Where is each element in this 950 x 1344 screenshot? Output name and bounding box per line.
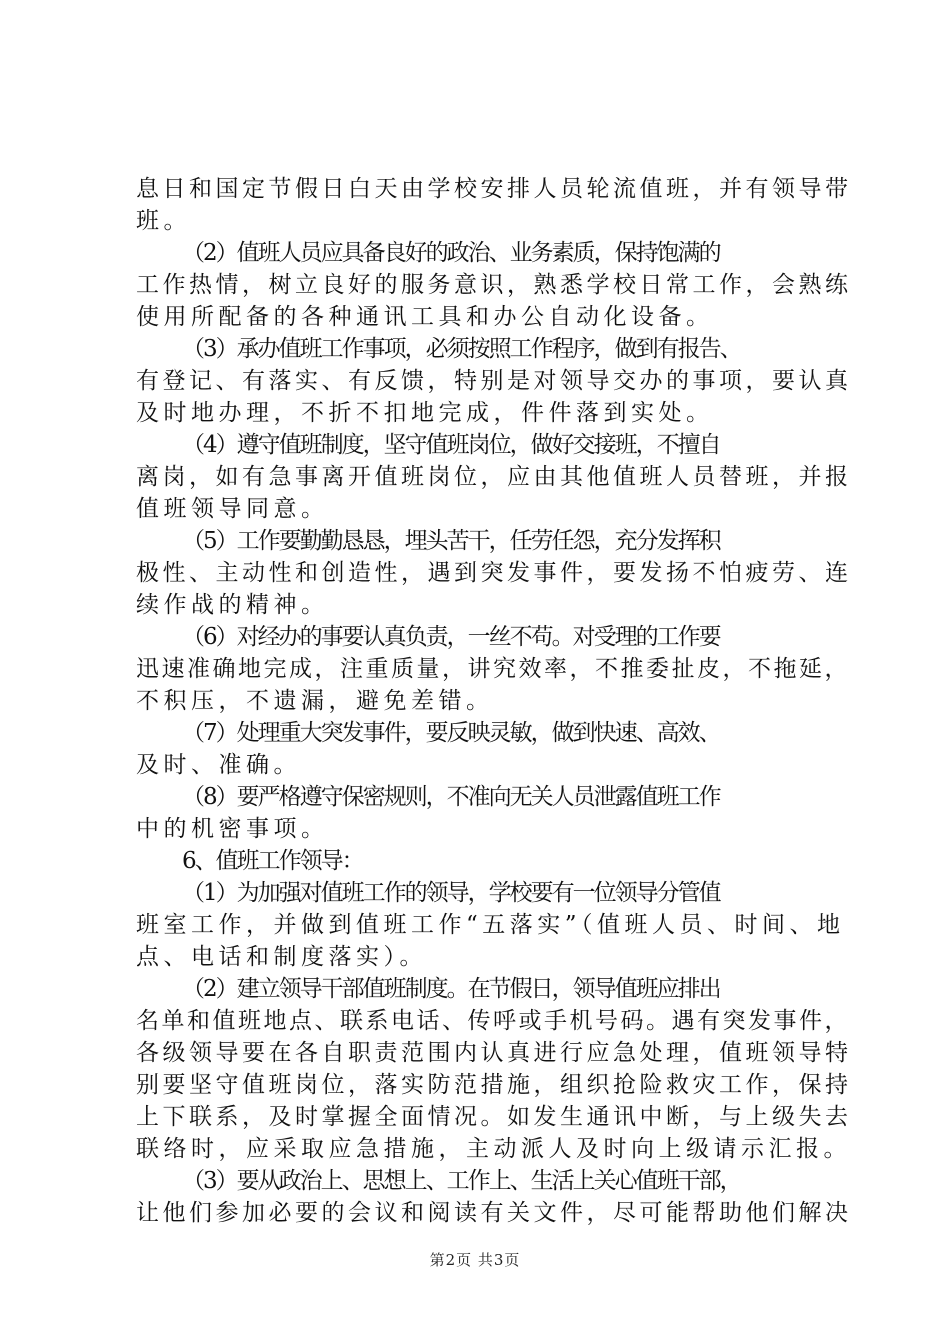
- page-number-footer: 第2页 共3页: [429, 1251, 521, 1269]
- text-line: 息日和国定节假日白天由学校安排人员轮流值班，并有领导带: [136, 176, 852, 202]
- text-line: 迅速准确地完成，注重质量，讲究效率，不推委扯皮，不拖延，: [136, 656, 850, 682]
- text-line: 及时地办理，不折不扣地完成，件件落到实处。: [136, 400, 714, 426]
- text-line: 中的机密事项。: [136, 816, 329, 842]
- paragraph-first-line: （3）承办值班工作事项，必须按照工作程序，做到有报告、: [182, 336, 741, 362]
- text-line: 点、电话和制度落实）。: [136, 944, 427, 970]
- text-line: 离岗，如有急事离开值班岗位，应由其他值班人员替班，并报: [136, 464, 852, 490]
- paragraph-first-line: （4）遵守值班制度，坚守值班岗位，做好交接班，不擅自: [182, 432, 720, 458]
- text-line: 不积压，不遗漏，避免差错。: [136, 688, 494, 714]
- text-line: 续作战的精神。: [136, 592, 329, 618]
- text-line: 及时、准确。: [136, 752, 301, 778]
- section-heading: 6、值班工作领导：: [182, 848, 363, 874]
- text-line: 使用所配备的各种通讯工具和办公自动化设备。: [136, 304, 714, 330]
- text-line: 别要坚守值班岗位，落实防范措施，组织抢险救灾工作，保持: [136, 1072, 852, 1098]
- paragraph-first-line: （7）处理重大突发事件，要反映灵敏，做到快速、高效、: [182, 720, 720, 746]
- text-line: 有登记、有落实、有反馈，特别是对领导交办的事项，要认真: [136, 368, 852, 394]
- paragraph-first-line: （3）要从政治上、思想上、工作上、生活上关心值班干部，: [182, 1168, 741, 1194]
- paragraph-first-line: （1）为加强对值班工作的领导，学校要有一位领导分管值: [182, 880, 720, 906]
- paragraph-first-line: （5）工作要勤勤恳恳，埋头苦干，任劳任怨，充分发挥积: [182, 528, 720, 554]
- text-line: 联络时，应采取应急措施，主动派人及时向上级请示汇报。: [136, 1136, 851, 1162]
- text-line: 值班领导同意。: [136, 496, 329, 522]
- paragraph-first-line: （8）要严格遵守保密规则，不准向无关人员泄露值班工作: [182, 784, 720, 810]
- text-line: 名单和值班地点、联系电话、传呼或手机号码。遇有突发事件，: [136, 1008, 850, 1034]
- text-line: 班室工作，并做到值班工作“五落实”（值班人员、时间、地: [136, 912, 845, 938]
- text-line: 各级领导要在各自职责范围内认真进行应急处理，值班领导特: [136, 1040, 852, 1066]
- text-line: 工作热情，树立良好的服务意识，熟悉学校日常工作，会熟练: [136, 272, 852, 298]
- text-line: 班。: [136, 208, 191, 234]
- paragraph-first-line: （2）值班人员应具备良好的政治、业务素质，保持饱满的: [182, 240, 720, 266]
- paragraph-first-line: （2）建立领导干部值班制度。在节假日，领导值班应排出: [182, 976, 720, 1002]
- paragraph-first-line: （6）对经办的事要认真负责，一丝不苟。对受理的工作要: [182, 624, 720, 650]
- text-line: 极性、主动性和创造性，遇到突发事件，要发扬不怕疲劳、连: [136, 560, 852, 586]
- text-line: 让他们参加必要的会议和阅读有关文件，尽可能帮助他们解决: [136, 1200, 852, 1226]
- text-line: 上下联系，及时掌握全面情况。如发生通讯中断，与上级失去: [136, 1104, 852, 1130]
